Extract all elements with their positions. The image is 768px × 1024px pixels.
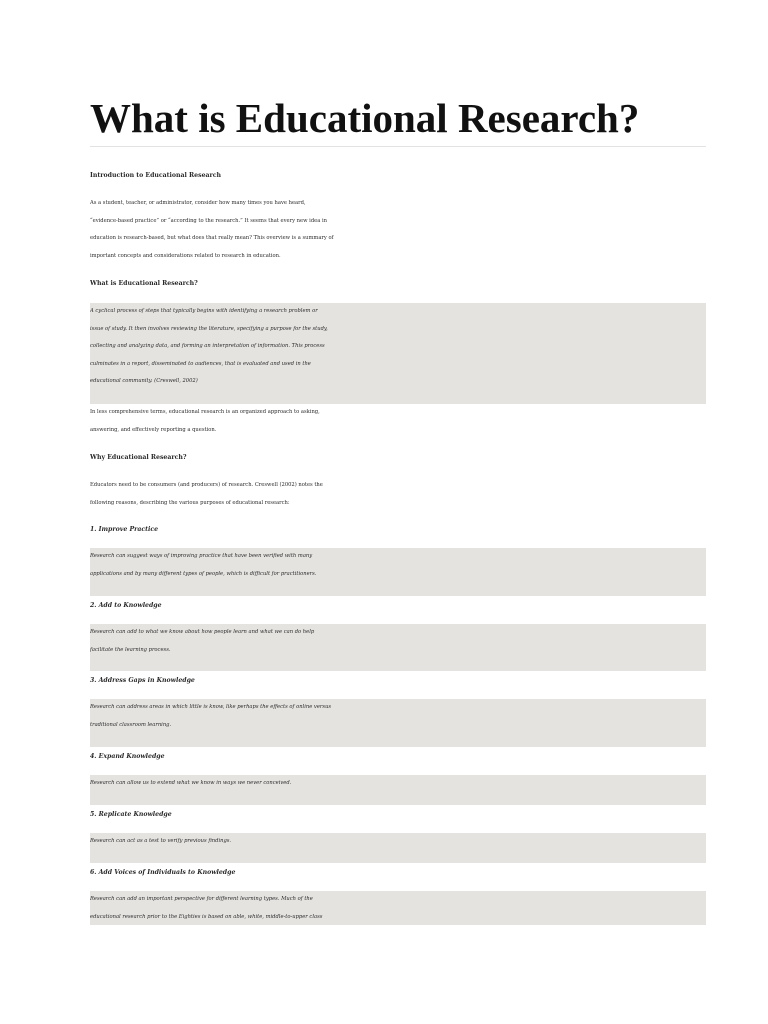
what-heading: What is Educational Research? <box>90 280 198 287</box>
intro-line: important concepts and considerations related to research in education. <box>90 252 281 259</box>
quote-line: educational community. (Creswell, 2002) <box>90 378 198 385</box>
reason-6-quote <box>90 891 706 925</box>
reason-1-quote <box>90 548 706 596</box>
intro-line: “evidence-based practice” or “according to the research.” It seems that every new idea in <box>90 217 327 224</box>
reason-5-quote <box>90 833 706 863</box>
quote-line: issue of study. It then involves reviewing the literature, specifying a purpose for the study, <box>90 325 328 332</box>
reason-4-quote <box>90 775 706 805</box>
why-heading: Why Educational Research? <box>90 454 187 461</box>
definition-quote <box>90 303 706 404</box>
reason-3-quote <box>90 699 706 747</box>
what-summary-paragraph <box>90 404 706 439</box>
summary-line: In less comprehensive terms, educational research is an organized approach to asking, <box>90 409 320 415</box>
summary-line: answering, and effectively reporting a question. <box>90 426 217 433</box>
quote-line: culminates in a report, disseminated to audiences, that is evaluated and used in the <box>90 360 311 367</box>
reason-line: Research can address areas in which little is know, like perhaps the effects of online versus <box>90 704 332 710</box>
page-title: What is Educational Research? <box>90 95 640 141</box>
why-line: following reasons, describing the various purposes of educational research: <box>90 499 290 506</box>
reason-4-heading: 4. Expand Knowledge <box>90 753 165 760</box>
quote-line: A cyclical process of steps that typically begins with identifying a research problem or <box>90 308 318 314</box>
reason-line: Research can add an important perspective for different learning types. Much of the <box>90 896 313 902</box>
intro-heading: Introduction to Educational Research <box>90 172 222 179</box>
reason-line: Research can suggest ways of improving practice that have been verified with many <box>90 553 313 559</box>
reason-1-heading: 1. Improve Practice <box>90 526 159 533</box>
reason-line: applications and by many different types of people, which is difficult for practitioners. <box>90 570 317 577</box>
reason-6-heading: 6. Add Voices of Individuals to Knowledge <box>90 869 236 876</box>
reason-2-quote <box>90 624 706 671</box>
title-divider <box>90 146 706 147</box>
reason-2-heading: 2. Add to Knowledge <box>90 602 162 609</box>
why-line: Educators need to be consumers (and producers) of research. Creswell (2002) notes the <box>90 482 323 488</box>
why-paragraph <box>90 477 706 512</box>
reason-line: educational research prior to the Eighties is based on able, white, middle-to-upper class <box>90 913 323 920</box>
reason-line: traditional classroom learning. <box>90 721 172 728</box>
reason-5-heading: 5. Replicate Knowledge <box>90 811 172 818</box>
intro-paragraph <box>90 195 706 265</box>
quote-line: collecting and analyzing data, and forming an interpretation of information. This process <box>90 343 325 350</box>
intro-line: As a student, teacher, or administrator, consider how many times you have heard, <box>90 200 306 206</box>
reason-line: Research can allow us to extend what we know in ways we never conceived. <box>90 780 292 786</box>
document-page <box>90 0 706 1024</box>
intro-line: education is research-based, but what does that really mean? This overview is a summary of <box>90 235 334 242</box>
reason-3-heading: 3. Address Gaps in Knowledge <box>90 677 195 684</box>
reason-line: facilitate the learning process. <box>90 646 171 653</box>
reason-line: Research can act as a test to verify previous findings. <box>90 838 232 844</box>
reason-line: Research can add to what we know about how people learn and what we can do help <box>90 629 315 635</box>
